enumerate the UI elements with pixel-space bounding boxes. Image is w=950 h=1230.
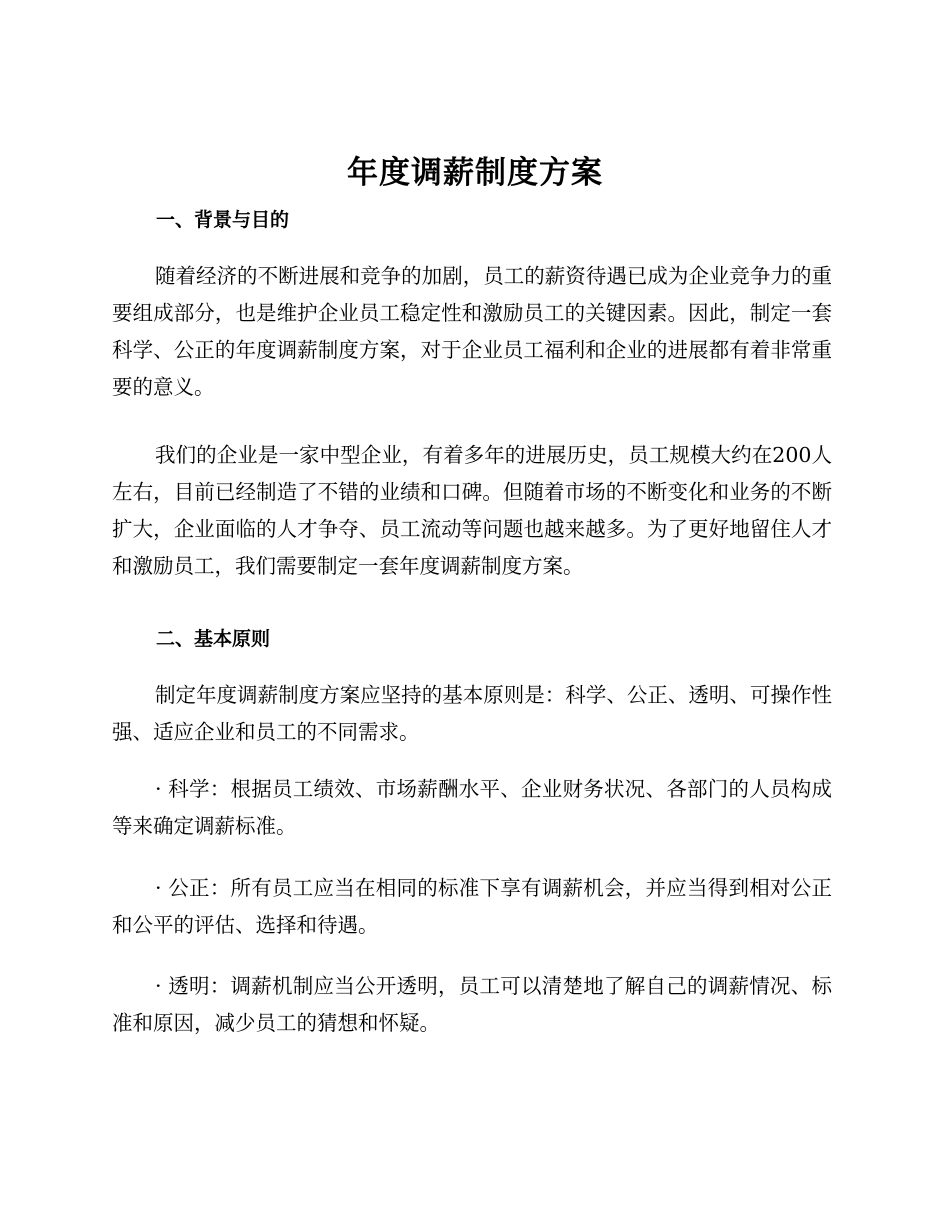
document-title: 年度调薪制度方案 bbox=[347, 155, 603, 191]
principle-item-fairness: · 公正：所有员工应当在相同的标准下享有调薪机会，并应当得到相对公正和公平的评估、选择和待遇。 bbox=[112, 876, 832, 937]
section-heading-background: 一、背景与目的 bbox=[156, 209, 290, 231]
principle-item-scientific: · 科学：根据员工绩效、市场薪酬水平、企业财务状况、各部门的人员构成等来确定调薪标准。 bbox=[112, 777, 832, 838]
background-paragraph-2: 我们的企业是一家中型企业，有着多年的进展历史，员工规模大约在200人左右，目前已经制造了不错的业绩和口碑。但随着市场的不断变化和业务的不断扩大，企业面临的人才争夺、员工流动等问题也越来越多。为了更好地留住人才和激励员工，我们需要制定一套年度调薪制度方案。 bbox=[112, 443, 832, 578]
section-heading-principles: 二、基本原则 bbox=[156, 628, 271, 650]
background-paragraph-1: 随着经济的不断进展和竞争的加剧，员工的薪资待遇已成为企业竞争力的重要组成部分，也是维护企业员工稳定性和激励员工的关键因素。因此，制定一套科学、公正的年度调薪制度方案，对于企业员工福利和企业的进展都有着非常重要的意义。 bbox=[112, 264, 832, 399]
principles-intro-paragraph: 制定年度调薪制度方案应坚持的基本原则是：科学、公正、透明、可操作性强、适应企业和员工的不同需求。 bbox=[112, 683, 832, 744]
principle-item-transparency: · 透明：调薪机制应当公开透明，员工可以清楚地了解自己的调薪情况、标准和原因，减少员工的猜想和怀疑。 bbox=[112, 974, 832, 1035]
